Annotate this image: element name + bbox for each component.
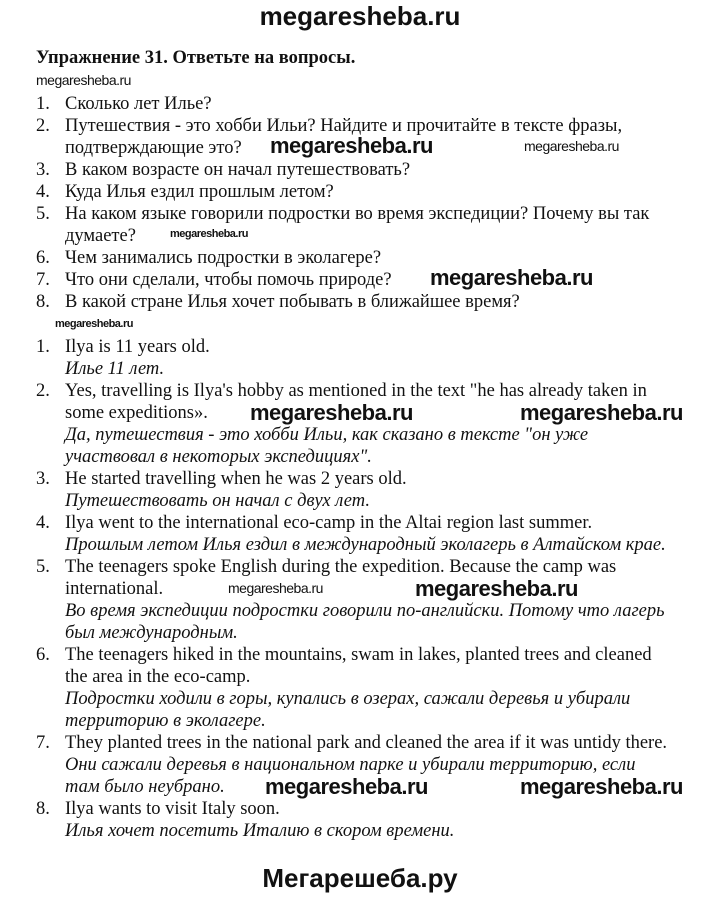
answer-number: 5.: [36, 557, 50, 577]
watermark: megaresheba.ru: [36, 72, 131, 88]
site-header: megaresheba.ru: [259, 1, 461, 31]
answer-english: Ilya wants to visit Italy soon.: [65, 799, 280, 819]
question-text: Путешествия - это хобби Ильи? Найдите и прочитайте в тексте фразы,: [65, 116, 623, 136]
answer-russian: Илья хочет посетить Италию в скором времени.: [65, 821, 455, 841]
watermark: megaresheba.ru: [415, 576, 578, 601]
answer-russian: Путешествовать он начал с двух лет.: [65, 491, 370, 511]
answer-russian: Они сажали деревья в национальном парке и убирали территорию, если: [65, 755, 636, 775]
answer-russian: там было неубрано.: [65, 777, 225, 797]
answer-russian: Прошлым летом Илья ездил в международный эколагерь в Алтайском крае.: [65, 535, 666, 555]
watermark: megaresheba.ru: [170, 228, 248, 240]
answer-english: He started travelling when he was 2 years old.: [65, 469, 407, 489]
site-footer: Мегарешеба.ру: [262, 863, 458, 893]
answer-russian: Илье 11 лет.: [65, 359, 165, 379]
watermark: megaresheba.ru: [228, 580, 323, 596]
answer-number: 2.: [36, 381, 50, 401]
question-number: 3.: [36, 160, 50, 180]
answer-number: 7.: [36, 733, 50, 753]
question-number: 2.: [36, 116, 50, 136]
watermark: megaresheba.ru: [265, 774, 428, 799]
question-text: На каком языке говорили подростки во время экспедиции? Почему вы так: [65, 204, 650, 224]
question-text: В какой стране Илья хочет побывать в ближайшее время?: [65, 292, 520, 312]
answer-number: 3.: [36, 469, 50, 489]
question-text: В каком возрасте он начал путешествовать?: [65, 160, 411, 180]
answer-english: international.: [65, 579, 164, 599]
answer-english: Yes, travelling is Ilya's hobby as mentioned in the text "he has already taken in: [65, 381, 647, 401]
question-text: Сколько лет Илье?: [65, 94, 212, 114]
question-number: 1.: [36, 94, 50, 114]
question-number: 6.: [36, 248, 50, 268]
answer-russian: Во время экспедиции подростки говорили по-английски. Потому что лагерь: [65, 601, 665, 621]
question-number: 5.: [36, 204, 50, 224]
watermark: megaresheba.ru: [520, 774, 683, 799]
question-number: 8.: [36, 292, 50, 312]
watermark: megaresheba.ru: [250, 400, 413, 425]
answer-english: some expeditions».: [65, 403, 208, 423]
answer-number: 8.: [36, 799, 50, 819]
answer-english: Ilya is 11 years old.: [65, 337, 210, 357]
answer-russian: Подростки ходили в горы, купались в озерах, сажали деревья и убирали: [65, 689, 631, 709]
watermark: megaresheba.ru: [520, 400, 683, 425]
answer-number: 1.: [36, 337, 50, 357]
answer-russian: был международным.: [65, 623, 238, 643]
watermark: megaresheba.ru: [55, 318, 133, 330]
question-number: 4.: [36, 182, 50, 202]
answer-russian: участвовал в некоторых экспедициях".: [65, 447, 372, 467]
answer-russian: Да, путешествия - это хобби Ильи, как сказано в тексте "он уже: [65, 425, 589, 445]
question-text: думаете?: [65, 226, 136, 246]
answer-english: The teenagers spoke English during the expedition. Because the camp was: [65, 557, 617, 577]
answer-english: Ilya went to the international eco-camp in the Altai region last summer.: [65, 513, 593, 533]
question-text: Куда Илья ездил прошлым летом?: [65, 182, 334, 202]
answer-number: 4.: [36, 513, 50, 533]
watermark: megaresheba.ru: [270, 133, 433, 158]
answer-english: the area in the eco-camp.: [65, 667, 251, 687]
question-text: Что они сделали, чтобы помочь природе?: [65, 270, 392, 290]
answer-english: The teenagers hiked in the mountains, swam in lakes, planted trees and cleaned: [65, 645, 652, 665]
answer-english: They planted trees in the national park and cleaned the area if it was untidy there.: [65, 733, 668, 753]
question-text: Чем занимались подростки в эколагере?: [65, 248, 382, 268]
answer-number: 6.: [36, 645, 50, 665]
answer-russian: территорию в эколагере.: [65, 711, 266, 731]
question-number: 7.: [36, 270, 50, 290]
watermark: megaresheba.ru: [524, 138, 619, 154]
watermark: megaresheba.ru: [430, 265, 593, 290]
question-text: подтверждающие это?: [65, 138, 242, 158]
exercise-title: Упражнение 31. Ответьте на вопросы.: [36, 48, 356, 68]
